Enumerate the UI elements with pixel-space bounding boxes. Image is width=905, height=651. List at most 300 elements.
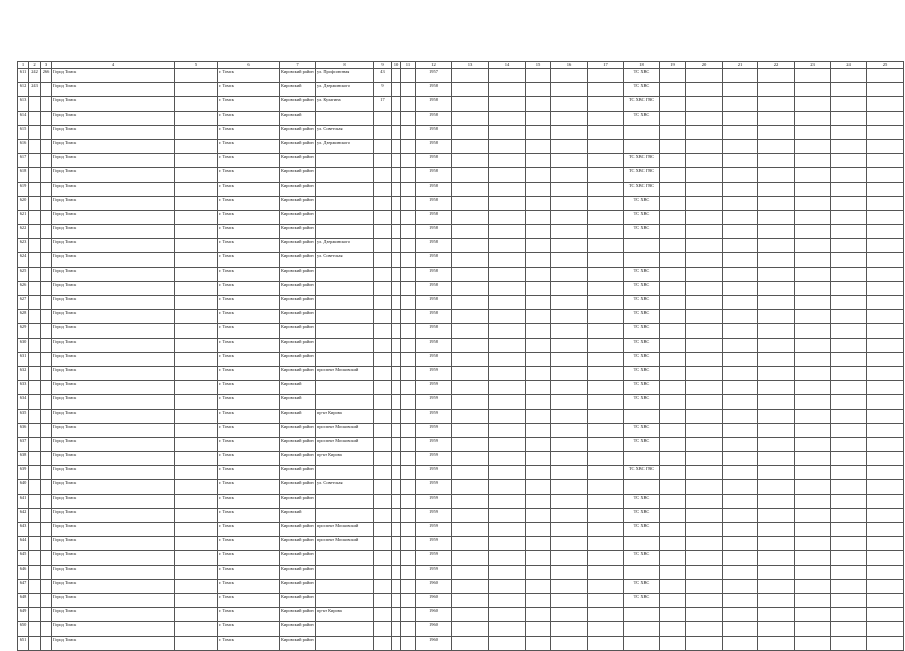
table-row: [18, 466, 904, 480]
table-cell: [526, 494, 551, 508]
table-cell: Город Томск: [52, 267, 175, 281]
table-cell: [660, 168, 686, 182]
table-cell: [795, 593, 831, 607]
table-row: [18, 480, 904, 494]
table-cell: [489, 423, 526, 437]
table-cell: [588, 494, 624, 508]
table-cell: г. Томск: [218, 395, 280, 409]
table-cell: г. Томск: [218, 508, 280, 522]
table-cell: Город Томск: [52, 239, 175, 253]
table-cell: [374, 267, 392, 281]
table-cell: [41, 154, 52, 168]
table-cell: [795, 196, 831, 210]
table-cell: [29, 593, 41, 607]
table-cell: [489, 182, 526, 196]
table-cell: [867, 225, 904, 239]
table-cell: [526, 69, 551, 83]
table-cell: [758, 154, 795, 168]
table-cell: [660, 310, 686, 324]
table-cell: [175, 69, 218, 83]
table-cell: [588, 253, 624, 267]
table-cell: [526, 168, 551, 182]
column-number-cell: 8: [316, 62, 374, 69]
table-cell: [867, 480, 904, 494]
table-cell: [401, 225, 416, 239]
table-cell: [588, 281, 624, 295]
table-cell: Город Томск: [52, 452, 175, 466]
table-cell: [29, 196, 41, 210]
table-row: [18, 210, 904, 224]
table-cell: [175, 139, 218, 153]
table-cell: [686, 111, 723, 125]
table-cell: [686, 523, 723, 537]
table-cell: [401, 537, 416, 551]
table-cell: [551, 480, 588, 494]
table-cell: [374, 381, 392, 395]
table-cell: [795, 494, 831, 508]
table-cell: [316, 182, 374, 196]
table-cell: [723, 69, 758, 83]
table-cell: Город Томск: [52, 537, 175, 551]
table-cell: [686, 182, 723, 196]
table-cell: проспект Московский: [316, 523, 374, 537]
table-cell: Город Томск: [52, 409, 175, 423]
table-cell: [175, 210, 218, 224]
table-cell: Кировский район: [280, 69, 316, 83]
table-cell: пр-кт Кирова: [316, 452, 374, 466]
table-cell: [867, 466, 904, 480]
table-cell: Кировский район: [280, 366, 316, 380]
table-cell: [686, 125, 723, 139]
table-cell: [723, 168, 758, 182]
table-cell: Кировский район: [280, 154, 316, 168]
table-cell: г. Томск: [218, 352, 280, 366]
table-cell: [392, 310, 401, 324]
table-cell: [660, 69, 686, 83]
table-cell: [686, 551, 723, 565]
table-cell: [795, 423, 831, 437]
table-cell: 627: [18, 296, 29, 310]
table-cell: [316, 565, 374, 579]
table-cell: [551, 83, 588, 97]
table-cell: 621: [18, 210, 29, 224]
table-cell: [660, 466, 686, 480]
column-number-cell: 22: [758, 62, 795, 69]
table-cell: [401, 125, 416, 139]
table-cell: [526, 480, 551, 494]
table-cell: Город Томск: [52, 480, 175, 494]
table-cell: [723, 182, 758, 196]
table-cell: [867, 523, 904, 537]
table-cell: [831, 253, 867, 267]
table-cell: 626: [18, 281, 29, 295]
table-cell: [452, 409, 489, 423]
table-cell: [551, 466, 588, 480]
table-row: [18, 508, 904, 522]
table-cell: [452, 310, 489, 324]
table-cell: [758, 565, 795, 579]
table-cell: [489, 111, 526, 125]
table-cell: [452, 338, 489, 352]
table-cell: ТС ХВС: [624, 111, 660, 125]
table-row: [18, 494, 904, 508]
table-cell: 642: [18, 508, 29, 522]
table-cell: [686, 437, 723, 451]
table-cell: г. Томск: [218, 281, 280, 295]
column-number-cell: 12: [416, 62, 452, 69]
table-cell: [526, 83, 551, 97]
table-cell: [723, 239, 758, 253]
table-cell: [374, 579, 392, 593]
table-cell: Город Томск: [52, 111, 175, 125]
table-cell: [401, 452, 416, 466]
table-cell: ТС ХВС: [624, 551, 660, 565]
table-cell: [526, 310, 551, 324]
table-cell: [452, 537, 489, 551]
table-cell: [686, 622, 723, 636]
table-cell: [316, 622, 374, 636]
table-cell: [831, 551, 867, 565]
table-cell: [795, 168, 831, 182]
table-row: [18, 111, 904, 125]
table-cell: [29, 494, 41, 508]
table-cell: [588, 523, 624, 537]
table-cell: [175, 239, 218, 253]
table-cell: [41, 83, 52, 97]
table-cell: Кировский район: [280, 324, 316, 338]
table-cell: [452, 565, 489, 579]
column-number-cell: 17: [588, 62, 624, 69]
table-cell: [452, 423, 489, 437]
table-row: [18, 352, 904, 366]
column-number-cell: 19: [660, 62, 686, 69]
table-cell: Кировский район: [280, 310, 316, 324]
table-cell: [489, 452, 526, 466]
table-cell: [723, 253, 758, 267]
column-number-cell: 10: [392, 62, 401, 69]
table-cell: [660, 139, 686, 153]
table-cell: 1959: [416, 551, 452, 565]
table-cell: [316, 381, 374, 395]
column-number-cell: 9: [374, 62, 392, 69]
table-cell: [374, 125, 392, 139]
table-cell: [374, 593, 392, 607]
table-cell: г. Томск: [218, 83, 280, 97]
table-cell: [624, 480, 660, 494]
table-cell: [867, 69, 904, 83]
table-cell: [452, 182, 489, 196]
table-cell: [758, 452, 795, 466]
table-cell: [588, 381, 624, 395]
table-cell: [316, 551, 374, 565]
table-cell: [723, 551, 758, 565]
table-cell: 242: [29, 69, 41, 83]
table-cell: ТС ХВС: [624, 267, 660, 281]
table-cell: [41, 593, 52, 607]
table-cell: [526, 466, 551, 480]
table-cell: [526, 508, 551, 522]
table-cell: [551, 437, 588, 451]
table-cell: г. Томск: [218, 196, 280, 210]
table-cell: [795, 253, 831, 267]
table-cell: [660, 437, 686, 451]
table-cell: [660, 338, 686, 352]
table-cell: [526, 366, 551, 380]
table-cell: [489, 296, 526, 310]
table-cell: [401, 622, 416, 636]
table-cell: [686, 296, 723, 310]
table-cell: [175, 466, 218, 480]
table-cell: [316, 196, 374, 210]
table-cell: [41, 239, 52, 253]
table-cell: [686, 239, 723, 253]
table-cell: Город Томск: [52, 253, 175, 267]
table-cell: [758, 395, 795, 409]
table-cell: [452, 636, 489, 650]
table-cell: 622: [18, 225, 29, 239]
table-cell: [175, 437, 218, 451]
table-cell: [551, 125, 588, 139]
table-cell: [831, 480, 867, 494]
table-cell: [660, 508, 686, 522]
table-cell: [758, 352, 795, 366]
table-cell: 1959: [416, 508, 452, 522]
table-cell: Кировский: [280, 508, 316, 522]
table-cell: [551, 452, 588, 466]
table-cell: [489, 196, 526, 210]
table-cell: [723, 267, 758, 281]
table-cell: [401, 182, 416, 196]
table-cell: [29, 508, 41, 522]
table-cell: 1957: [416, 69, 452, 83]
table-cell: [392, 125, 401, 139]
table-cell: [401, 352, 416, 366]
table-cell: [452, 324, 489, 338]
table-cell: [392, 608, 401, 622]
table-cell: Кировский: [280, 381, 316, 395]
table-row: [18, 452, 904, 466]
table-cell: г. Томск: [218, 636, 280, 650]
table-cell: [316, 395, 374, 409]
table-cell: [452, 253, 489, 267]
table-cell: [392, 381, 401, 395]
column-number-cell: 2: [29, 62, 41, 69]
table-cell: г. Томск: [218, 381, 280, 395]
table-cell: г. Томск: [218, 111, 280, 125]
table-cell: [867, 494, 904, 508]
table-cell: [831, 225, 867, 239]
table-cell: [723, 508, 758, 522]
table-row: [18, 338, 904, 352]
table-cell: [175, 593, 218, 607]
table-cell: г. Томск: [218, 366, 280, 380]
table-cell: [29, 267, 41, 281]
table-cell: 1958: [416, 97, 452, 111]
table-cell: [29, 253, 41, 267]
table-cell: [867, 409, 904, 423]
table-cell: ТС ХВС: [624, 523, 660, 537]
table-cell: [660, 182, 686, 196]
table-cell: [795, 154, 831, 168]
table-cell: [660, 196, 686, 210]
table-cell: [392, 466, 401, 480]
table-cell: [452, 296, 489, 310]
table-cell: [175, 565, 218, 579]
table-cell: [175, 494, 218, 508]
column-number-cell: 6: [218, 62, 280, 69]
table-cell: [452, 608, 489, 622]
table-cell: 611: [18, 69, 29, 83]
table-cell: 1958: [416, 352, 452, 366]
table-cell: [551, 296, 588, 310]
table-cell: Кировский район: [280, 281, 316, 295]
table-cell: Кировский район: [280, 352, 316, 366]
table-cell: [374, 537, 392, 551]
table-cell: [686, 608, 723, 622]
table-cell: Город Томск: [52, 395, 175, 409]
table-cell: ТС ХВС: [624, 225, 660, 239]
table-cell: Кировский район: [280, 494, 316, 508]
table-cell: [867, 593, 904, 607]
table-cell: [392, 69, 401, 83]
table-cell: [526, 551, 551, 565]
table-cell: [723, 97, 758, 111]
table-cell: [795, 636, 831, 650]
table-cell: [588, 480, 624, 494]
table-cell: [723, 324, 758, 338]
table-cell: [551, 423, 588, 437]
table-cell: ТС ХВС: [624, 352, 660, 366]
table-cell: [374, 196, 392, 210]
table-cell: Кировский: [280, 83, 316, 97]
table-cell: [686, 494, 723, 508]
table-cell: [624, 537, 660, 551]
table-cell: [686, 381, 723, 395]
table-cell: 243: [29, 83, 41, 97]
table-cell: [723, 480, 758, 494]
table-cell: [392, 154, 401, 168]
table-cell: 1959: [416, 494, 452, 508]
column-number-cell: 23: [795, 62, 831, 69]
table-cell: [489, 366, 526, 380]
table-cell: [660, 395, 686, 409]
table-cell: [29, 154, 41, 168]
table-cell: [489, 281, 526, 295]
table-cell: г. Томск: [218, 409, 280, 423]
table-cell: [41, 125, 52, 139]
table-cell: [660, 366, 686, 380]
table-cell: Город Томск: [52, 154, 175, 168]
table-cell: 1960: [416, 593, 452, 607]
table-cell: [175, 310, 218, 324]
table-cell: [392, 537, 401, 551]
table-cell: [392, 267, 401, 281]
table-cell: [489, 608, 526, 622]
table-cell: [392, 111, 401, 125]
table-cell: Город Томск: [52, 579, 175, 593]
table-cell: [374, 622, 392, 636]
table-cell: [526, 154, 551, 168]
table-cell: [686, 83, 723, 97]
table-cell: [551, 253, 588, 267]
table-cell: [41, 508, 52, 522]
table-cell: [831, 622, 867, 636]
table-cell: [29, 366, 41, 380]
table-cell: Город Томск: [52, 608, 175, 622]
table-cell: [795, 324, 831, 338]
table-cell: [392, 352, 401, 366]
table-cell: [489, 324, 526, 338]
table-cell: [660, 622, 686, 636]
table-cell: [41, 267, 52, 281]
table-cell: [526, 210, 551, 224]
table-cell: Кировский район: [280, 182, 316, 196]
table-cell: 617: [18, 154, 29, 168]
table-cell: 631: [18, 352, 29, 366]
table-cell: [758, 210, 795, 224]
table-cell: [831, 281, 867, 295]
table-cell: [831, 537, 867, 551]
table-cell: [831, 168, 867, 182]
table-cell: [489, 253, 526, 267]
table-cell: 644: [18, 537, 29, 551]
table-cell: [526, 281, 551, 295]
table-cell: [795, 225, 831, 239]
table-cell: 641: [18, 494, 29, 508]
table-cell: [452, 210, 489, 224]
table-cell: г. Томск: [218, 437, 280, 451]
table-row: [18, 239, 904, 253]
table-cell: Город Томск: [52, 508, 175, 522]
registry-table: [17, 61, 904, 651]
table-cell: [175, 352, 218, 366]
table-cell: [41, 352, 52, 366]
table-cell: [392, 324, 401, 338]
table-cell: [401, 97, 416, 111]
table-cell: 639: [18, 466, 29, 480]
table-cell: [392, 480, 401, 494]
table-cell: [758, 97, 795, 111]
table-cell: [588, 154, 624, 168]
table-cell: [867, 267, 904, 281]
table-cell: [588, 69, 624, 83]
table-cell: [867, 182, 904, 196]
table-cell: [588, 551, 624, 565]
table-cell: [489, 168, 526, 182]
table-cell: пр-кт Кирова: [316, 409, 374, 423]
table-cell: г. Томск: [218, 579, 280, 593]
table-cell: [452, 437, 489, 451]
table-cell: [29, 324, 41, 338]
table-cell: [526, 182, 551, 196]
table-cell: 634: [18, 395, 29, 409]
table-cell: ТС ХВС: [624, 593, 660, 607]
table-cell: [660, 296, 686, 310]
table-cell: [588, 466, 624, 480]
table-cell: 1958: [416, 324, 452, 338]
table-row: [18, 281, 904, 295]
table-cell: [588, 111, 624, 125]
table-cell: [758, 69, 795, 83]
table-cell: 1960: [416, 608, 452, 622]
table-cell: [401, 423, 416, 437]
table-cell: [316, 310, 374, 324]
table-cell: [686, 97, 723, 111]
table-cell: [452, 395, 489, 409]
table-cell: [29, 409, 41, 423]
table-cell: [624, 452, 660, 466]
table-cell: [41, 523, 52, 537]
